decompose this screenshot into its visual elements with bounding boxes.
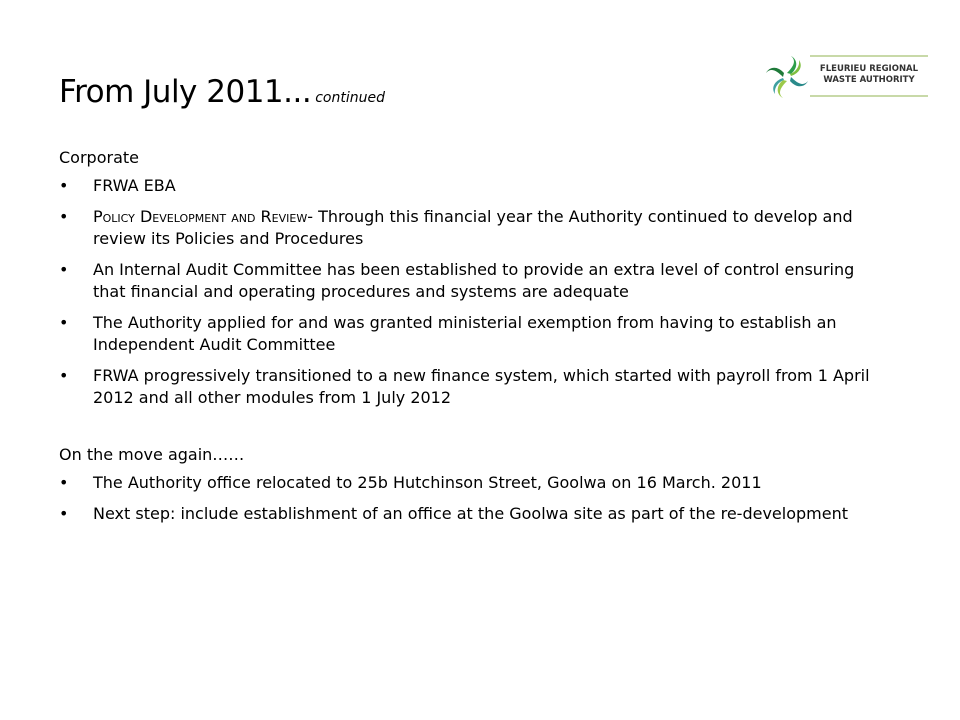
bullet-item <box>59 312 889 356</box>
bullet-icon: • <box>59 207 69 226</box>
bullet-icon: • <box>59 176 69 195</box>
section-corporate <box>59 147 889 409</box>
bullet-item <box>59 472 889 494</box>
bullet-icon: • <box>59 473 69 492</box>
bullet-icon: • <box>59 366 69 385</box>
bullet-text: Next step: include establishment of an office at the Goolwa site as part of the re-development <box>93 504 848 523</box>
bullet-text: An Internal Audit Committee has been established to provide an extra level of control ensuring that financial and operating procedures and systems are adequate <box>93 260 855 301</box>
logo-swirl-icon <box>762 52 812 102</box>
bullet-item <box>59 175 889 197</box>
bullet-item <box>59 259 889 303</box>
slide-title <box>59 74 385 110</box>
logo-wordmark <box>810 55 928 97</box>
bullet-text: The Authority applied for and was granted ministerial exemption from having to establish an Independent Audit Committee <box>93 313 837 354</box>
bullet-text: - Through this financial year the Authority continued to develop and review its Policies and Procedures <box>93 207 853 248</box>
logo-line-1: FLEURIEU REGIONAL <box>819 64 919 74</box>
bullet-item <box>59 503 889 525</box>
section-heading: On the move again…… <box>59 445 245 464</box>
bullet-text: FRWA EBA <box>93 176 176 195</box>
bullet-icon: • <box>59 504 69 523</box>
bullet-text: The Authority office relocated to 25b Hutchinson Street, Goolwa on 16 March. 2011 <box>93 473 762 492</box>
logo-line-2: WASTE AUTHORITY <box>823 75 915 85</box>
bullet-icon: • <box>59 313 69 332</box>
slide-body <box>59 147 889 534</box>
bullet-lead: Policy Development and Review <box>93 207 308 226</box>
title-suffix: continued <box>315 90 385 106</box>
bullet-icon: • <box>59 260 69 279</box>
title-main: From July 2011... <box>59 74 312 110</box>
section-heading: Corporate <box>59 148 139 167</box>
bullet-item <box>59 365 889 409</box>
bullet-text: FRWA progressively transitioned to a new finance system, which started with payroll from 1 April 2012 and all other modules from 1 July 2012 <box>93 366 870 407</box>
organisation-logo <box>762 52 930 102</box>
bullet-item <box>59 206 889 250</box>
section-spacer <box>59 418 889 444</box>
section-on-the-move <box>59 444 889 525</box>
